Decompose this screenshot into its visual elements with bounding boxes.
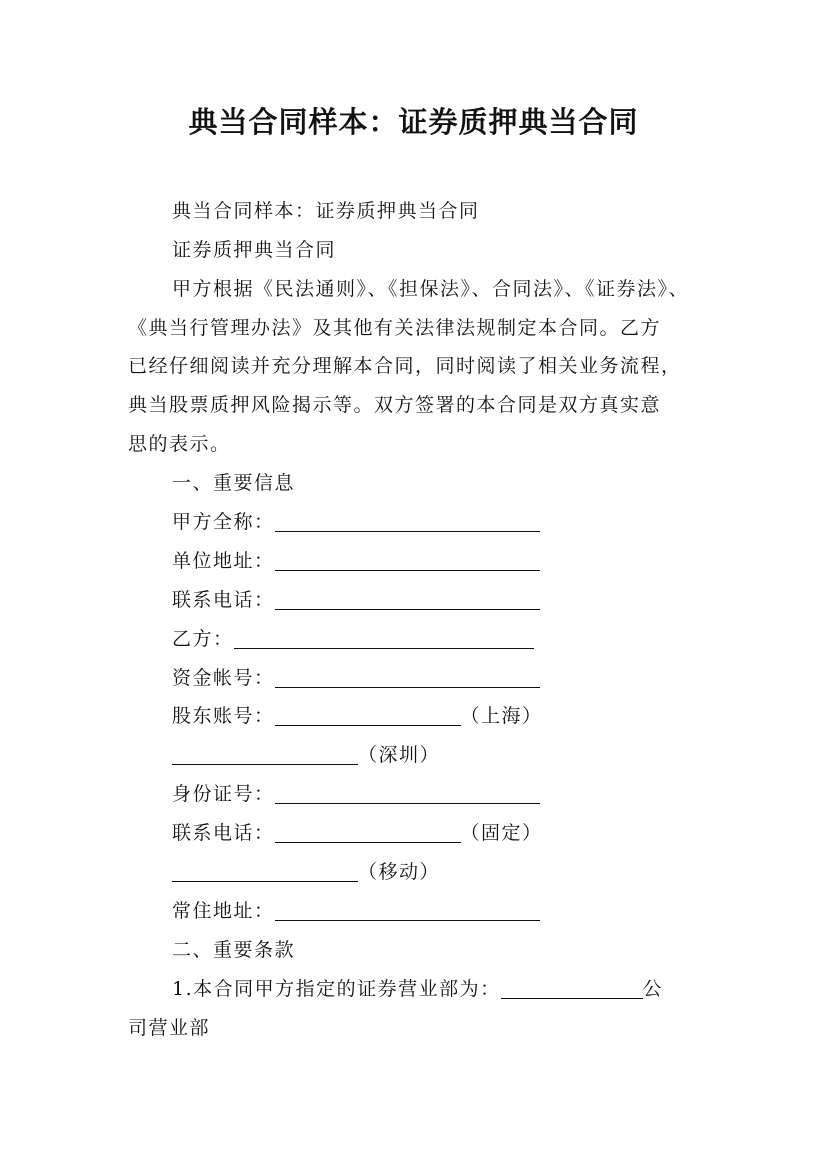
field-label: 资金帐号： (172, 667, 275, 689)
document-title: 典当合同样本：证券质押典当合同 (188, 105, 639, 139)
blank-line (275, 822, 461, 843)
field-shenzhen-account (172, 740, 440, 770)
body-line-5: 思的表示。 (128, 433, 231, 455)
blank-line (275, 705, 461, 726)
clause-suffix: 公 (642, 978, 664, 1000)
body-line-4: 典当股票质押风险揭示等。双方签署的本合同是双方真实意 (128, 394, 662, 416)
field-label: 联系电话： (172, 589, 275, 611)
blank-line (275, 550, 540, 571)
shenzhen-label: （深圳） (358, 744, 441, 766)
field-id-number (172, 779, 540, 809)
field-party-a-name (172, 507, 540, 537)
clause-text: 1.本合同甲方指定的证券营业部为： (172, 978, 501, 1000)
blank-line (172, 861, 358, 882)
landline-label: （固定） (460, 822, 543, 844)
clause-1-line-1 (172, 974, 663, 1004)
shanghai-label: （上海） (460, 705, 543, 727)
intro-paragraph-2: 证券质押典当合同 (172, 239, 337, 261)
clause-1-line-2: 司营业部 (128, 1017, 211, 1039)
blank-line (172, 744, 358, 765)
body-line-2: 《典当行管理办法》及其他有关法律法规制定本合同。乙方 (128, 317, 662, 339)
field-contact-phone-mobile (172, 857, 440, 887)
field-contact-phone-landline (172, 818, 543, 848)
blank-line (275, 783, 540, 804)
intro-paragraph-1: 典当合同样本：证券质押典当合同 (172, 200, 480, 222)
field-shareholder-account (172, 701, 543, 731)
blank-line (275, 667, 540, 688)
field-label: 甲方全称： (172, 511, 275, 533)
mobile-label: （移动） (358, 861, 441, 883)
blank-line (275, 900, 540, 921)
field-label: 常住地址： (172, 900, 275, 922)
field-fund-account (172, 663, 540, 693)
body-line-3: 已经仔细阅读并充分理解本合同，同时阅读了相关业务流程， (128, 355, 682, 377)
section-heading-important-terms: 二、重要条款 (172, 939, 296, 961)
blank-line (275, 589, 540, 610)
field-label: 身份证号： (172, 783, 275, 805)
field-label: 乙方： (172, 628, 234, 650)
field-residence-address (172, 896, 540, 926)
field-label: 单位地址： (172, 550, 275, 572)
body-line-1: 甲方根据《民法通则》、《担保法》、合同法》、《证券法》、 (172, 278, 690, 300)
field-label: 联系电话： (172, 822, 275, 844)
field-company-address (172, 546, 540, 576)
blank-line (275, 511, 540, 532)
blank-line (234, 628, 534, 649)
field-label: 股东账号： (172, 705, 275, 727)
section-heading-important-info: 一、重要信息 (172, 472, 296, 494)
field-contact-phone (172, 585, 540, 615)
blank-line (501, 978, 643, 999)
field-party-b (172, 624, 534, 654)
